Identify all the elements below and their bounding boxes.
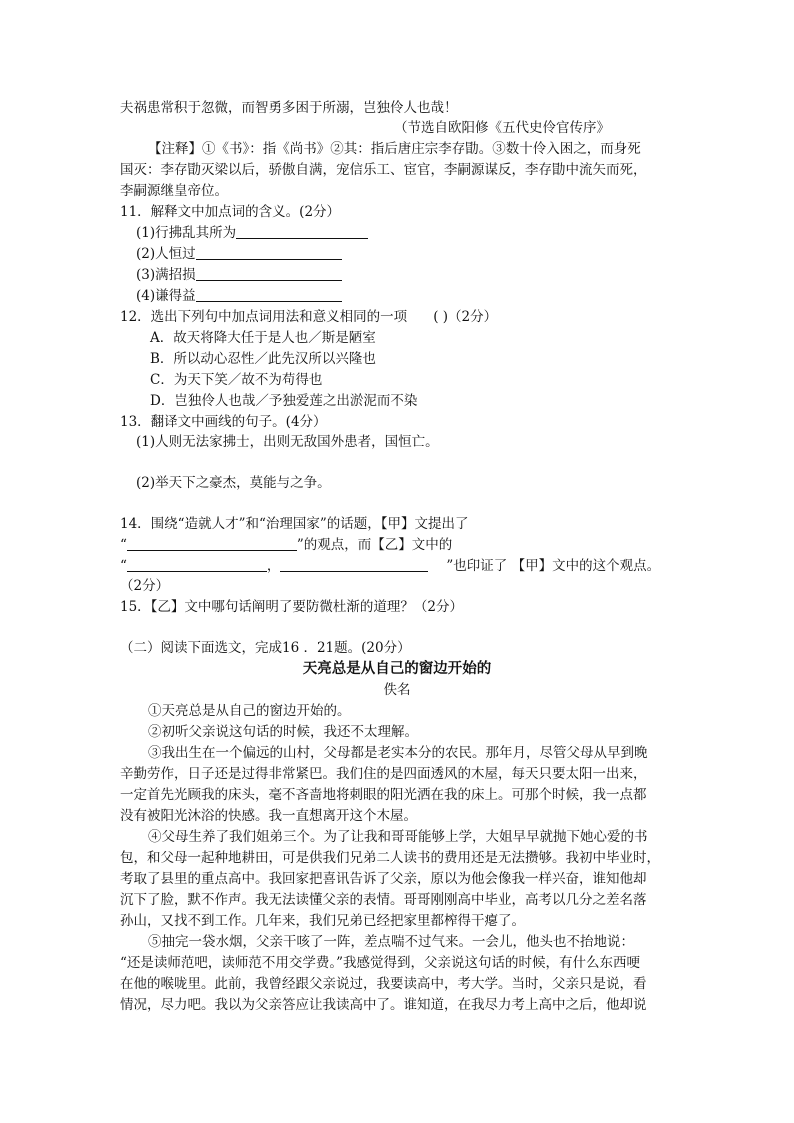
paragraph-line: 包，和父母一起种地耕田，可是供我们兄弟二人读书的费用还是无法攒够。我初中毕业时， <box>120 850 660 866</box>
question-13-stem: 13．翻译文中画线的句子。(4分） <box>120 414 327 430</box>
question-12-stem: 12．选出下列句中加点词用法和意义相同的一项 ( )（2分） <box>120 309 498 325</box>
note-line: 国灭：李存勖灭梁以后，骄傲自满，宠信乐工、宦官，李嗣源谋反，李存勖中流矢而死， <box>120 162 647 178</box>
answer-bracket[interactable]: ( )（2分） <box>433 309 498 325</box>
paragraph-line: 孙山，又找不到工作。几年来，我们兄弟已经把家里都榨得干瘪了。 <box>120 913 525 929</box>
q13-item: (2)举天下之豪杰，莫能与之争。 <box>136 475 331 491</box>
paragraph-line: 一定首先光顾我的床头，毫不吝啬地将刺眼的阳光洒在我的床上。可那个时候，我一点都 <box>120 787 647 803</box>
answer-blank[interactable] <box>196 245 342 260</box>
q11-item: (1)行拂乱其所为 <box>136 223 368 243</box>
paragraph-line: 情况，尽力吧。我以为父亲答应让我读高中了。谁知道，在我尽力考上高中之后，他却说 <box>120 997 647 1013</box>
paragraph-line: 在他的喉咙里。此前，我曾经跟父亲说过，我要读高中，考大学。当时，父亲只是说，看 <box>120 976 647 992</box>
answer-blank[interactable] <box>196 266 342 281</box>
answer-blank[interactable] <box>236 224 368 239</box>
q11-item: (2)人恒过 <box>136 244 342 264</box>
paragraph-line: ⑤抽完一袋水烟，父亲干咳了一阵，差点喘不过气来。一会儿，他头也不抬地说： <box>148 934 634 950</box>
classical-source: （节选自欧阳修《五代史伶官传序》 <box>394 120 610 136</box>
paragraph-line: 辛勤劳作，日子还是过得非常紧巴。我们住的是四面透风的木屋，每天只要太阳一出来， <box>120 766 647 782</box>
question-14-line1: 14．围绕“造就人才”和“治理国家”的话题，【甲】文提出了 <box>120 516 469 532</box>
answer-blank[interactable] <box>127 557 267 572</box>
paragraph-line: ④父母生养了我们姐弟三个。为了让我和哥哥能够上学，大姐早早就抛下她心爱的书 <box>148 829 648 845</box>
q12-option-b: B．所以动心忍性／此先汉所以兴隆也 <box>150 351 376 367</box>
q12-option-d: D．岂独伶人也哉／予独爱莲之出淤泥而不染 <box>150 393 418 409</box>
question-14-line3: “ ， ”也印证了 【甲】文中的这个观点。 <box>120 558 661 574</box>
answer-blank[interactable] <box>127 536 297 551</box>
question-14-line2: “ ”的观点，而【乙】文中的 <box>120 537 453 553</box>
paragraph-line: 没有被阳光沐浴的快感。我一直想离开这个木屋。 <box>120 808 417 824</box>
q11-item: (3)满招损 <box>136 265 342 285</box>
q11-item: (4)谦得益 <box>136 286 342 306</box>
question-15-stem: 15．【乙】文中哪句话阐明了要防微杜渐的道理？（2分） <box>120 599 464 615</box>
answer-blank[interactable] <box>280 557 428 572</box>
paragraph-line: ①天亮总是从自己的窗边开始的。 <box>148 703 351 719</box>
passage-author: 佚名 <box>383 682 411 698</box>
q12-option-a: A．故天将降大任于是人也／斯是陋室 <box>150 330 376 346</box>
classical-last-line: 夫祸患常积于忽微，而智勇多困于所溺，岂独伶人也哉！ <box>120 100 458 116</box>
section-2-intro: （二）阅读下面选文，完成16 ．21题。(20分） <box>120 640 411 656</box>
paragraph-line: ③我出生在一个偏远的山村，父母都是老实本分的农民。那年月，尽管父母从早到晚 <box>148 745 648 761</box>
question-11-stem: 11．解释文中加点词的含义。(2分） <box>120 204 341 220</box>
paragraph-line: “还是读师范吧，读师范不用交学费。”我感觉得到，父亲说这句话的时候，有什么东西哽 <box>120 955 641 971</box>
note-line: 【注释】①《书》：指《尚书》②其：指后唐庄宗李存勖。③数十伶入困之，而身死 <box>148 141 641 157</box>
paragraph-line: 考取了县里的重点高中。我回家把喜讯告诉了父亲，原以为他会像我一样兴奋，谁知他却 <box>120 871 647 887</box>
answer-blank[interactable] <box>196 287 342 302</box>
paragraph-line: 沉下了脸，默不作声。我无法读懂父亲的表情。哥哥刚刚高中毕业，高考以几分之差名落 <box>120 892 647 908</box>
q12-option-c: C．为天下笑／故不为苟得也 <box>150 372 323 388</box>
note-line: 李嗣源继皇帝位。 <box>120 183 228 199</box>
paragraph-line: ②初听父亲说这句话的时候，我还不太理解。 <box>148 724 418 740</box>
q13-item: (1)人则无法家拂士，出则无敌国外患者，国恒亡。 <box>136 434 439 450</box>
question-14-score: （2分） <box>120 578 170 594</box>
passage-title: 天亮总是从自己的窗边开始的 <box>302 660 492 677</box>
